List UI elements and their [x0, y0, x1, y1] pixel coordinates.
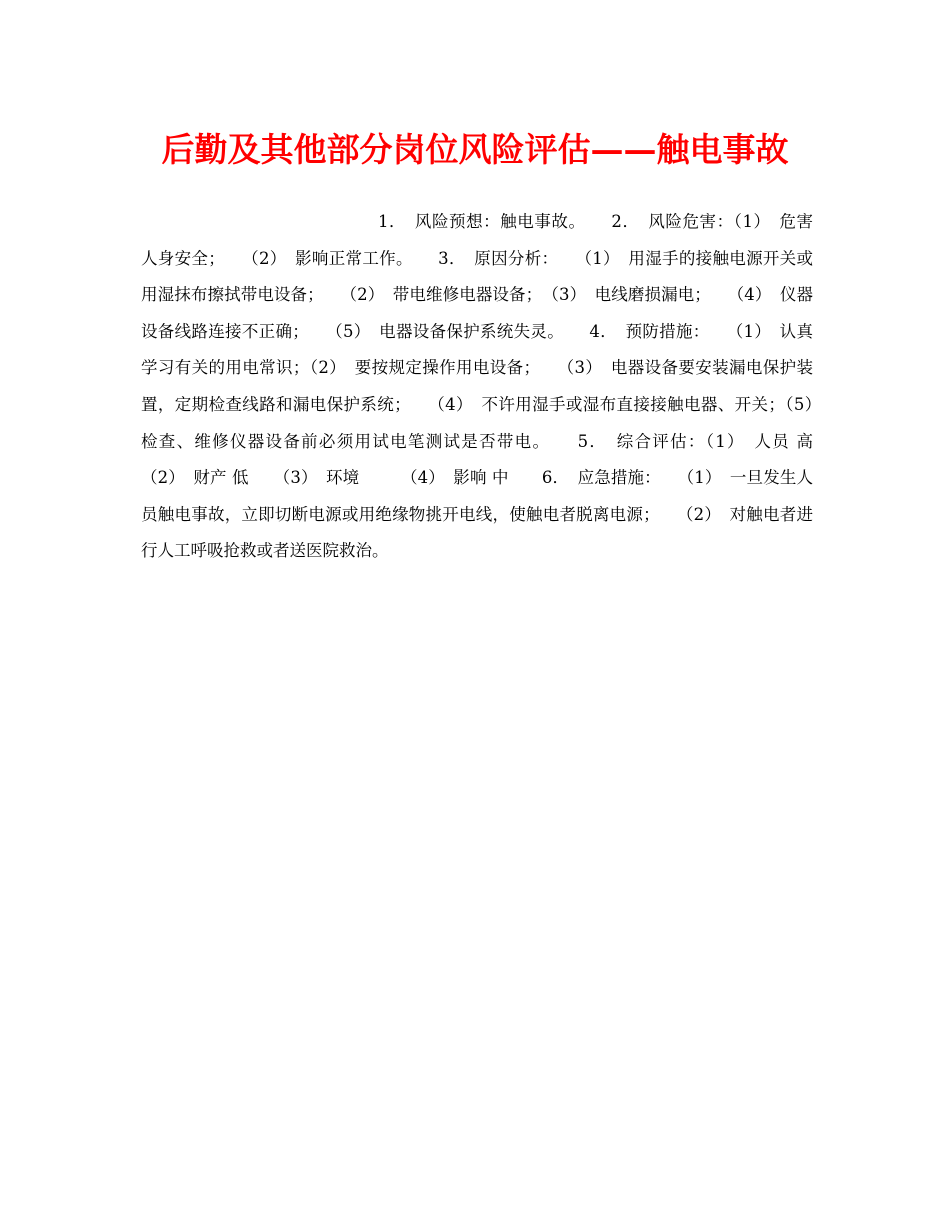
- document-title: 后勤及其他部分岗位风险评估——触电事故: [161, 130, 789, 169]
- document-body: 1． 风险预想：触电事故。 2． 风险危害：（1） 危害人身安全； （2） 影响正常工作。 3． 原因分析： （1） 用湿手的接触电源开关或用湿抹布擦拭带电设备； （2） 带电维修电器设备； （3） 电线磨损漏电； （4） 仪器设备线路连接不正确； （5） 电器设备保护系统失灵。 4． 预防措施： （1） 认真学习有关的用电常识；（2） 要按规定操作用电设备； （3） 电器设备要安装漏电保护装置，定期检查线路和漏电保护系统； （4） 不许用湿手或湿布直接接触电器、开关；（5） 检查、维修仪器设备前必须用试电笔测试是否带电。 5． 综合评估：（1） 人员 高 （2） 财产 低 （3） 环境 （4） 影响 中 6． 应急措施： （1） 一旦发生人员触电事故，立即切断电源或用绝缘物挑开电线，使触电者脱离电源； （2） 对触电者进行人工呼吸抢救或者送医院救治。: [141, 212, 846, 561]
